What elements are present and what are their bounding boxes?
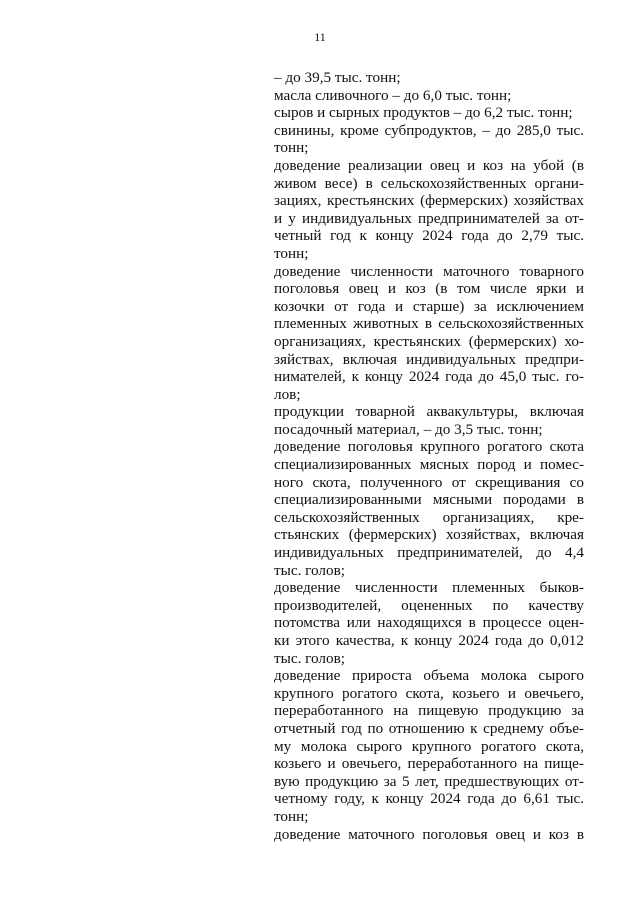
text-line: отчетный год по отношению к среднему объе- bbox=[274, 719, 584, 737]
text-line: доведение численности племенных быков- bbox=[274, 579, 584, 597]
text-line: специализированными мясными породами в bbox=[274, 491, 584, 509]
text-line: крупного рогатого скота, козьего и овечьего, bbox=[274, 684, 584, 702]
text-line: му молока сырого крупного рогатого скота, bbox=[274, 737, 584, 755]
text-line: переработанного на пищевую продукцию за bbox=[274, 702, 584, 720]
text-line: доведение поголовья крупного рогатого скота bbox=[274, 438, 584, 456]
text-line: доведение маточного поголовья овец и коз в bbox=[274, 825, 584, 843]
text-line: четному году, к концу 2024 года до 6,61 тыс. bbox=[274, 790, 584, 808]
text-line: козочки от года и старше) за исключением bbox=[274, 297, 584, 315]
text-line: сельскохозяйственных организациях, кре- bbox=[274, 508, 584, 526]
text-line: доведение реализации овец и коз на убой (в bbox=[274, 156, 584, 174]
text-line: тыс. голов; bbox=[274, 561, 345, 579]
page-number: 11 bbox=[314, 30, 326, 44]
text-line: лов; bbox=[274, 385, 301, 403]
text-line: специализированных мясных пород и помес- bbox=[274, 456, 584, 474]
text-line: сыров и сырных продуктов – до 6,2 тыс. тонн; bbox=[274, 104, 573, 122]
text-line: четный год к концу 2024 года до 2,79 тыс. bbox=[274, 227, 584, 245]
text-line: посадочный материал, – до 3,5 тыс. тонн; bbox=[274, 420, 543, 438]
document-body-text bbox=[274, 69, 584, 843]
text-line: живом весе) в сельскохозяйственных органи- bbox=[274, 174, 584, 192]
text-line: ного скота, полученного от скрещивания со bbox=[274, 473, 584, 491]
text-line: зациях, крестьянских (фермерских) хозяйствах bbox=[274, 192, 584, 210]
text-line: продукции товарной аквакультуры, включая bbox=[274, 403, 584, 421]
text-line: доведение прироста объема молока сырого bbox=[274, 667, 584, 685]
text-line: тыс. голов; bbox=[274, 649, 345, 667]
text-line: зяйствах, включая индивидуальных предпри- bbox=[274, 350, 584, 368]
text-line: масла сливочного – до 6,0 тыс. тонн; bbox=[274, 86, 512, 104]
text-line: тонн; bbox=[274, 244, 309, 262]
text-line: и у индивидуальных предпринимателей за от- bbox=[274, 209, 584, 227]
text-line: племенных животных в сельскохозяйственных bbox=[274, 315, 584, 333]
text-line: тонн; bbox=[274, 139, 309, 157]
text-line: доведение численности маточного товарного bbox=[274, 262, 584, 280]
text-line: свинины, кроме субпродуктов, – до 285,0 тыс. bbox=[274, 121, 584, 139]
text-line: организациях, крестьянских (фермерских) хо- bbox=[274, 332, 584, 350]
text-line: производителей, оцененных по качеству bbox=[274, 596, 584, 614]
text-line: поголовья овец и коз (в том числе ярки и bbox=[274, 280, 584, 298]
text-line: вую продукцию за 5 лет, предшествующих от- bbox=[274, 772, 584, 790]
text-line: индивидуальных предпринимателей, до 4,4 bbox=[274, 544, 584, 562]
text-line: ки этого качества, к концу 2024 года до 0,012 bbox=[274, 632, 584, 649]
text-line: – до 39,5 тыс. тонн; bbox=[274, 69, 401, 86]
text-line: козьего и овечьего, переработанного на пище- bbox=[274, 755, 584, 773]
text-line: стьянских (фермерских) хозяйствах, включая bbox=[274, 526, 584, 544]
text-line: потомства или находящихся в процессе оцен- bbox=[274, 614, 584, 632]
text-line: нимателей, к концу 2024 года до 45,0 тыс. го- bbox=[274, 368, 584, 386]
text-line: тонн; bbox=[274, 807, 309, 825]
